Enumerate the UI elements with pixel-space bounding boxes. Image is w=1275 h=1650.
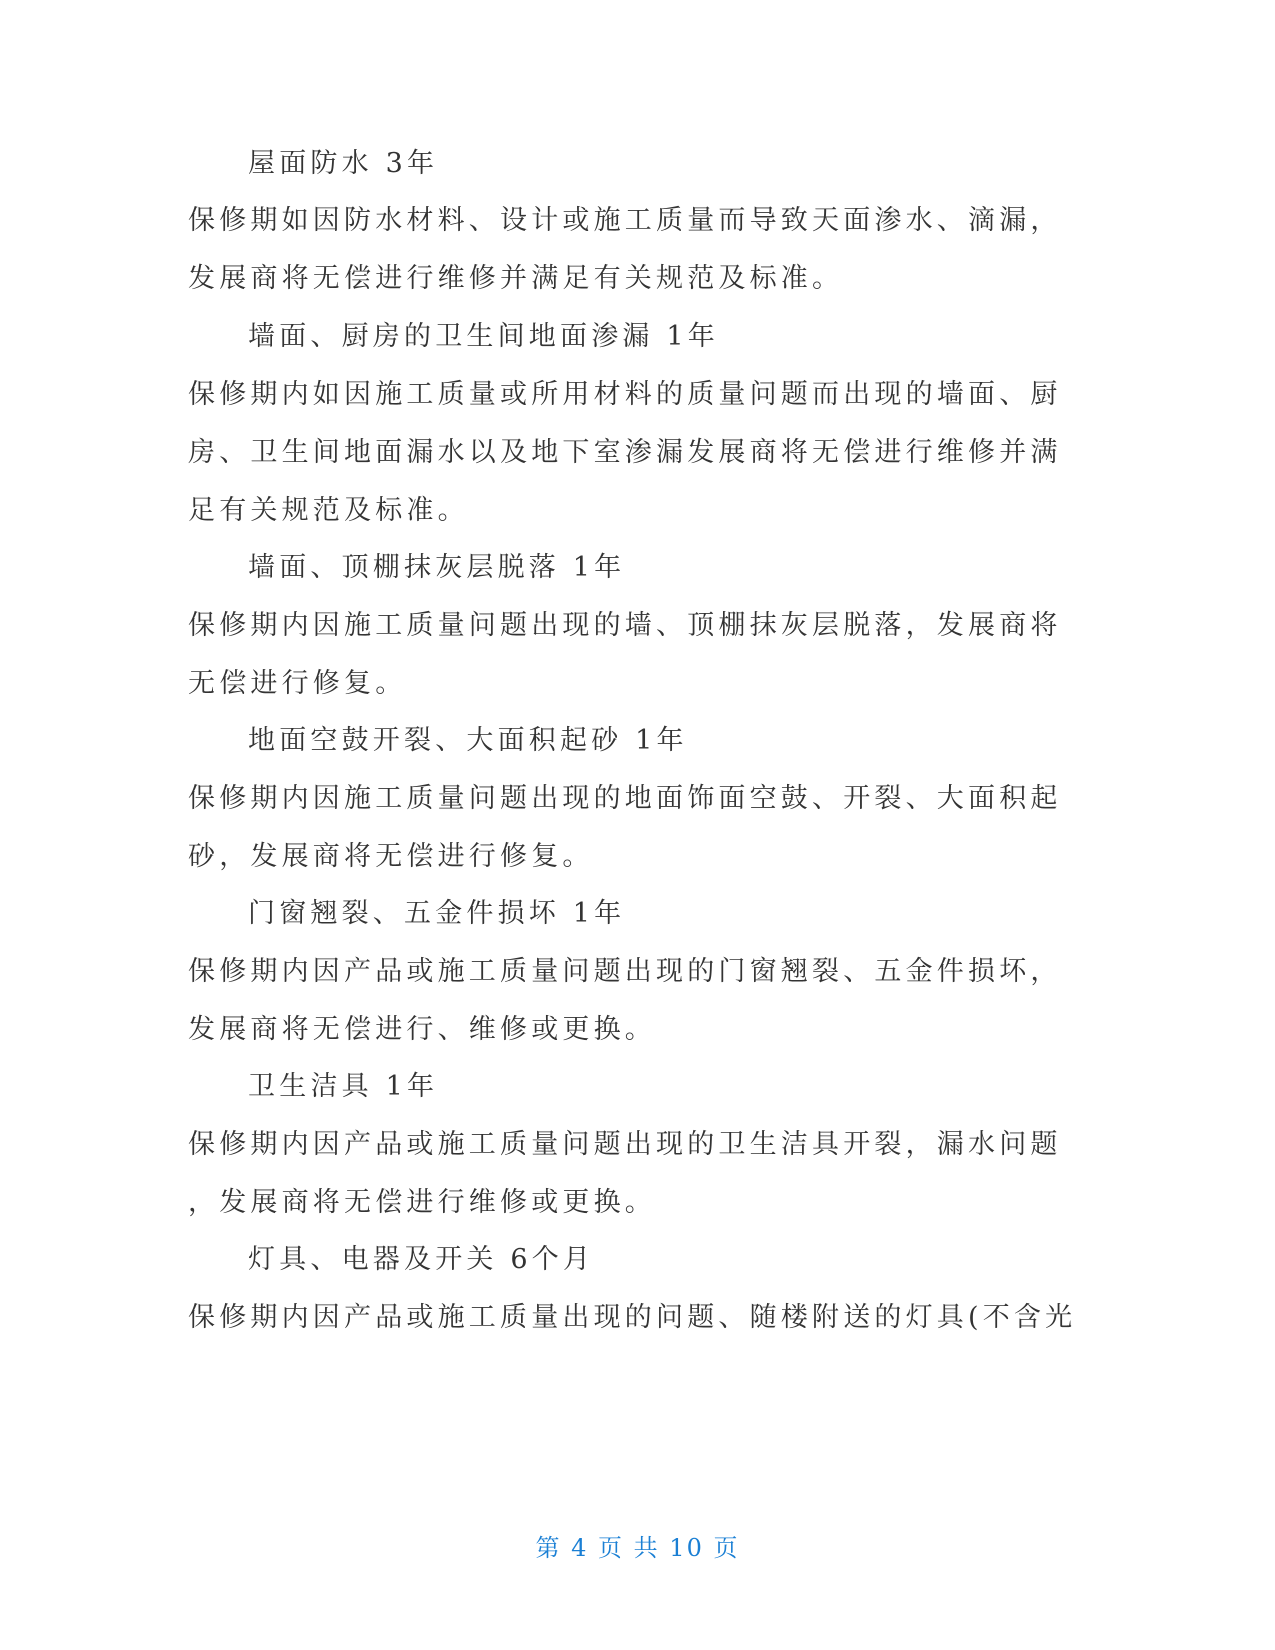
paragraph-line: 保修期内因施工质量问题出现的地面饰面空鼓、开裂、大面积起 (188, 783, 1062, 814)
section-heading-plaster-peeling: 墙面、顶棚抹灰层脱落 1年 (248, 552, 626, 583)
paragraph-line: ，发展商将无偿进行维修或更换。 (188, 1187, 656, 1218)
section-heading-sanitary-ware: 卫生洁具 1年 (248, 1071, 439, 1102)
section-heading-lighting-electrical: 灯具、电器及开关 6个月 (248, 1244, 595, 1275)
paragraph-line: 发展商将无偿进行维修并满足有关规范及标准。 (188, 263, 844, 294)
paragraph-line: 保修期内因施工质量问题出现的墙、顶棚抹灰层脱落，发展商将 (188, 610, 1062, 641)
paragraph-line: 保修期内因产品或施工质量出现的问题、随楼附送的灯具(不含光 (188, 1302, 1077, 1333)
section-heading-roof-waterproofing: 屋面防水 3年 (248, 148, 439, 179)
paragraph-line: 足有关规范及标准。 (188, 495, 469, 526)
paragraph-line: 保修期内如因施工质量或所用材料的质量问题而出现的墙面、厨 (188, 379, 1062, 410)
paragraph-line: 保修期如因防水材料、设计或施工质量而导致天面渗水、滴漏， (188, 205, 1062, 236)
section-heading-wall-floor-leakage: 墙面、厨房的卫生间地面渗漏 1年 (248, 321, 719, 352)
section-heading-floor-cracking: 地面空鼓开裂、大面积起砂 1年 (248, 725, 688, 756)
section-heading-doors-windows: 门窗翘裂、五金件损坏 1年 (248, 898, 626, 929)
paragraph-line: 发展商将无偿进行、维修或更换。 (188, 1014, 656, 1045)
page-number-footer: 第 4 页 共 10 页 (535, 1534, 740, 1562)
paragraph-line: 无偿进行修复。 (188, 668, 407, 699)
paragraph-line: 保修期内因产品或施工质量问题出现的卫生洁具开裂，漏水问题 (188, 1129, 1062, 1160)
paragraph-line: 房、卫生间地面漏水以及地下室渗漏发展商将无偿进行维修并满 (188, 437, 1062, 468)
paragraph-line: 砂，发展商将无偿进行修复。 (188, 841, 594, 872)
paragraph-line: 保修期内因产品或施工质量问题出现的门窗翘裂、五金件损坏， (188, 956, 1062, 987)
